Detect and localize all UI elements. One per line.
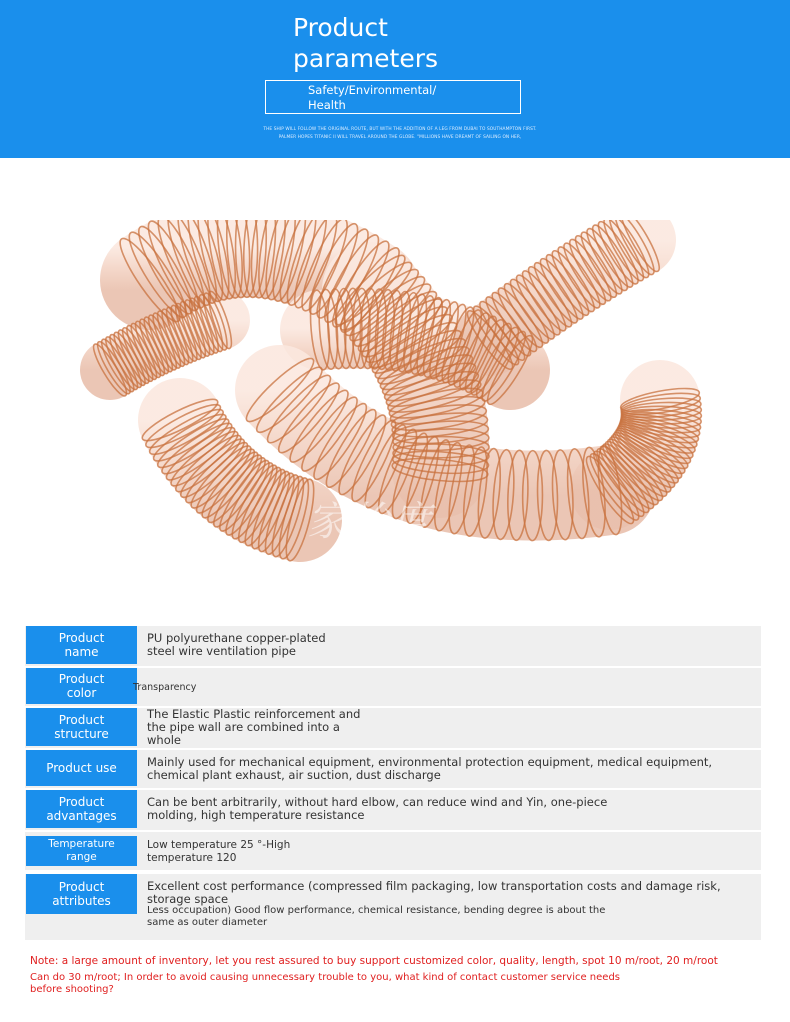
banner-fine-print <box>240 126 560 142</box>
banner-fine-print-line2: PALMER HOPES TITANIC II WILL TRAVEL AROUND THE GLOBE. "MILLIONS HAVE DREAMT OF SAILING ON HER, <box>278 135 522 140</box>
banner-subtitle-line1: Safety/Environmental/ <box>308 83 437 97</box>
param-label-use <box>26 750 137 786</box>
banner-fine-print-line1: THE SHIP WILL FOLLOW THE ORIGINAL ROUTE, BUT WITH THE ADDITION OF A LEG FROM DUBAI TO SOUTHAMPTON FIRST. <box>263 127 537 132</box>
param-value-use: Mainly used for mechanical equipment, environmental protection equipment, medical equipment, chemical plant exhaust, air suction, dust discharge <box>147 755 713 782</box>
param-value-advantages: Can be bent arbitrarily, without hard elbow, can reduce wind and Yin, one-piece molding, high temperature resistance <box>147 795 608 822</box>
param-label-text: Product name <box>58 631 105 659</box>
param-row-color <box>25 668 761 706</box>
param-label-text: Product color <box>58 672 105 700</box>
param-value-structure: The Elastic Plastic reinforcement and the pipe wall are combined into a whole <box>147 707 361 747</box>
param-value-color: Transparency <box>133 682 197 693</box>
param-label-temperature <box>26 836 137 866</box>
banner-subtitle-line2: Health <box>308 98 346 112</box>
note-line2: Can do 30 m/root; In order to avoid causing unnecessary trouble to you, what kind of contact customer service needs before shooting? <box>30 972 621 995</box>
param-label-text: Product advantages <box>46 795 117 823</box>
banner-title-line2: parameters <box>293 44 439 73</box>
photo-watermark: 家怡度 <box>307 499 433 545</box>
param-row-attributes <box>25 874 761 940</box>
param-value-attributes-more: Less occupation) Good flow performance, chemical resistance, bending degree is about the same as outer diameter <box>147 905 606 928</box>
banner-title-line1: Product <box>293 13 388 42</box>
header-banner <box>0 0 790 158</box>
param-row-use <box>25 750 761 788</box>
param-label-advantages <box>26 790 137 828</box>
param-label-structure <box>26 708 137 746</box>
param-row-advantages <box>25 790 761 830</box>
param-label-text: Product attributes <box>52 880 111 908</box>
param-row-name <box>25 626 761 666</box>
banner-subtitle-box <box>265 80 521 114</box>
param-row-structure <box>25 708 761 748</box>
param-value-temperature: Low temperature 25 °-High temperature 120 <box>147 839 291 864</box>
param-row-temperature <box>25 832 761 870</box>
param-label-color <box>26 668 137 704</box>
param-label-text: Product structure <box>54 713 109 741</box>
param-value-attributes: Excellent cost performance (compressed film packaging, low transportation costs and damage risk, storage space <box>147 879 721 906</box>
banner-title <box>293 12 493 74</box>
note-line1: Note: a large amount of inventory, let you rest assured to buy support customized color, quality, length, spot 10 m/root, 20 m/root <box>30 955 718 967</box>
banner-subtitle <box>308 83 508 113</box>
param-label-attributes <box>26 874 137 914</box>
param-label-name <box>26 626 137 664</box>
param-label-text: Product use <box>46 761 117 775</box>
param-value-name: PU polyurethane copper-plated steel wire ventilation pipe <box>147 631 326 658</box>
param-label-text: Temperature range <box>48 838 115 863</box>
